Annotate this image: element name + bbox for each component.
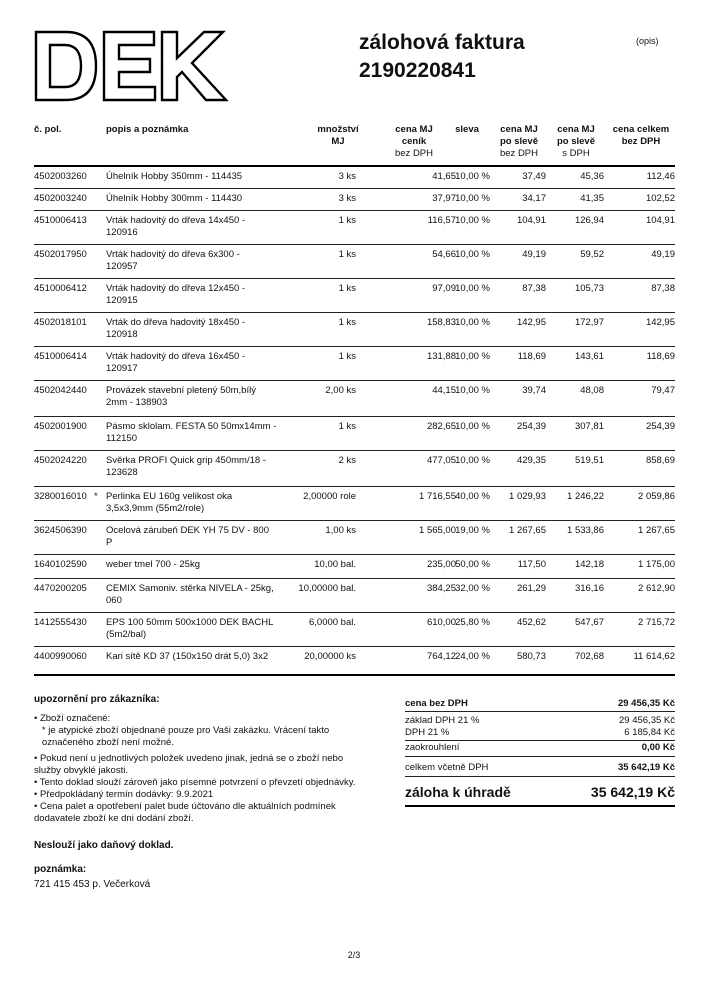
gross-total-value: 35 642,19 Kč [617,762,675,773]
item-code: 4470200205 [34,583,87,594]
item-code: 4400990060 [34,651,87,662]
column-header-discounted-net: cena MJ po slevě bez DPH [499,124,539,159]
vat-base-value: 29 456,35 Kč [619,715,675,726]
item-description: Svěrka PROFI Quick grip 450mm/18 - [106,455,266,466]
item-description: Vrták hadovitý do dřeva 16x450 - [106,351,246,362]
item-description: Vrták do dřeva hadovitý 18x450 - [106,317,246,328]
row-divider [34,554,675,555]
item-description: Perlinka EU 160g velikost oka [106,491,233,502]
item-code: 4502018101 [34,317,87,328]
item-total: 118,69 [646,351,675,362]
column-header-discounted-gross: cena MJ po slevě s DPH [556,124,596,159]
item-net-price: 37,49 [522,171,546,182]
item-total: 112,46 [646,171,675,182]
item-gross-price: 1 246,22 [567,491,604,502]
item-net-price: 34,17 [522,193,546,204]
row-divider [34,278,675,279]
item-list-price: 610,00 [426,617,456,628]
item-quantity: 1 ks [338,351,356,362]
item-list-price: 37,97 [432,193,456,204]
item-discount: 10,00 % [455,421,490,432]
vat-value: 6 185,84 Kč [624,727,675,738]
item-net-price: 142,95 [516,317,546,328]
item-list-price: 764,12 [426,651,456,662]
item-discount: 10,00 % [455,317,490,328]
item-quantity: 1 ks [338,317,356,328]
item-list-price: 158,83 [426,317,456,328]
notice-line: • Zboží označené: [34,713,111,724]
row-divider [34,188,675,189]
item-quantity: 6,0000 bal. [308,617,356,628]
column-header-description: popis a poznámka [106,124,189,135]
document-title: zálohová faktura [359,31,525,54]
row-divider [34,450,675,451]
item-total: 49,19 [651,249,675,260]
net-total-label: cena bez DPH [405,698,468,709]
item-list-price: 282,65 [426,421,456,432]
item-discount: 10,00 % [455,215,490,226]
column-header-total: cena celkem bez DPH [612,124,670,147]
item-total: 11 614,62 [633,651,675,662]
column-header-discount: sleva [455,124,479,135]
item-total: 1 175,00 [638,559,675,570]
row-divider [34,346,675,347]
item-total: 104,91 [645,215,675,226]
item-gross-price: 105,73 [574,283,604,294]
row-divider [34,646,675,647]
item-description: CEMIX Samoniv. stěrka NIVELA - 25kg, [106,583,274,594]
notice-line: • Pokud není u jednotlivých položek uvedeno jinak, jedná se o zboží nebo [34,753,344,764]
vat-base-label: základ DPH 21 % [405,715,480,726]
item-description: Vrták hadovitý do dřeva 12x450 - [106,283,246,294]
item-description: (5m2/bal) [106,629,147,640]
item-description: weber tmel 700 - 25kg [106,559,200,570]
item-description: 3,5x3,9mm (55m2/role) [106,503,205,514]
row-divider [34,612,675,613]
note-label: poznámka: [34,864,87,875]
notice-line: označeného zboží není možné. [34,737,174,748]
item-code: 4502024220 [34,455,87,466]
item-quantity: 1 ks [338,283,356,294]
item-quantity: 10,00 bal. [314,559,356,570]
item-code: 4510006413 [34,215,87,226]
item-description: Provázek stavební pletený 50m,bílý [106,385,256,396]
row-divider [34,486,675,487]
note-text: 721 415 453 p. Večerková [34,879,151,890]
row-divider [34,380,675,381]
item-list-price: 1 716,55 [419,491,456,502]
item-net-price: 580,73 [516,651,546,662]
item-list-price: 44,15 [432,385,456,396]
item-net-price: 104,91 [516,215,546,226]
item-list-price: 54,66 [432,249,456,260]
notice-line: služby obvyklé jakosti. [34,765,128,776]
item-description: 120917 [106,363,138,374]
item-total: 858,69 [645,455,675,466]
item-description: Vrták hadovitý do dřeva 6x300 - [106,249,240,260]
item-list-price: 384,25 [426,583,456,594]
item-description: Kari sítě KD 37 (150x150 drát 5,0) 3x2 [106,651,269,662]
item-quantity: 3 ks [338,193,356,204]
item-discount: 32,00 % [455,583,490,594]
item-gross-price: 307,81 [574,421,604,432]
item-code: 4502003240 [34,193,87,204]
notice-line: dodavatele zboží ke dni dodání zboží. [34,813,194,824]
item-gross-price: 45,36 [580,171,604,182]
item-description: 2mm - 138903 [106,397,168,408]
item-quantity: 1 ks [338,421,356,432]
item-quantity: 10,00000 bal. [298,583,356,594]
item-discount: 10,00 % [455,351,490,362]
item-net-price: 261,29 [516,583,546,594]
item-net-price: 39,74 [522,385,546,396]
item-discount: 10,00 % [455,455,490,466]
item-code: 4502042440 [34,385,87,396]
item-gross-price: 48,08 [580,385,604,396]
dek-logo [34,30,244,102]
summary-divider [405,776,675,777]
item-quantity: 20,00000 ks [304,651,356,662]
item-discount: 10,00 % [455,385,490,396]
copy-note: (opis) [636,36,659,46]
item-description: Pásmo sklolam. FESTA 50 50mx14mm - [106,421,277,432]
amount-due-label: záloha k úhradě [405,784,511,800]
item-quantity: 2,00000 role [303,491,356,502]
amount-due-value: 35 642,19 Kč [590,784,675,800]
column-header-item-no: č. pol. [34,124,62,135]
item-total: 1 267,65 [638,525,675,536]
item-quantity: 1 ks [338,215,356,226]
item-code: 4502001900 [34,421,87,432]
item-total: 2 612,90 [638,583,675,594]
item-total: 102,52 [645,193,675,204]
item-total: 254,39 [645,421,675,432]
row-divider [34,416,675,417]
column-header-list-price: cena MJ ceník bez DPH [394,124,433,159]
item-discount: 50,00 % [455,559,490,570]
item-list-price: 41,65 [432,171,456,182]
row-divider [34,244,675,245]
item-gross-price: 41,35 [580,193,604,204]
item-gross-price: 702,68 [574,651,604,662]
item-quantity: 1 ks [338,249,356,260]
item-net-price: 118,69 [517,351,546,362]
rounding-value: 0,00 Kč [641,742,675,753]
item-discount: 40,00 % [455,491,490,502]
item-net-price: 49,19 [522,249,546,260]
item-code: 4502003260 [34,171,87,182]
item-quantity: 2 ks [338,455,356,466]
gross-total-label: celkem včetně DPH [405,762,489,773]
item-code: 1640102590 [34,559,87,570]
customer-notice-title: upozornění pro zákazníka: [34,694,160,705]
item-net-price: 1 267,65 [509,525,546,536]
item-code: 4510006414 [34,351,87,362]
invoice-number: 2190220841 [359,59,476,82]
row-divider [34,578,675,579]
item-gross-price: 172,97 [574,317,604,328]
item-total: 2 715,72 [638,617,675,628]
item-gross-price: 59,52 [580,249,604,260]
row-divider [34,520,675,521]
item-discount: 10,00 % [455,171,490,182]
header-divider [34,165,675,167]
item-code: 4510006412 [34,283,87,294]
summary-divider [405,740,675,741]
item-description: 112150 [106,433,137,444]
item-description: Ocelová zárubeň DEK YH 75 DV - 800 [106,525,269,536]
not-tax-document-notice: Neslouží jako daňový doklad. [34,840,174,851]
item-gross-price: 547,67 [574,617,604,628]
item-discount: 10,00 % [455,193,490,204]
notice-line: • Tento doklad slouží zároveň jako písemné potvrzení o převzetí objednávky. [34,777,356,788]
net-total-value: 29 456,35 Kč [617,698,675,709]
item-total: 2 059,86 [638,491,675,502]
row-divider [34,312,675,313]
item-gross-price: 126,94 [574,215,604,226]
item-list-price: 97,09 [432,283,456,294]
item-discount: 24,00 % [455,651,490,662]
item-description: 120915 [106,295,138,306]
column-header-quantity: množství MJ [317,124,359,147]
item-description: 120916 [106,227,138,238]
item-net-price: 1 029,93 [509,491,546,502]
item-gross-price: 143,61 [574,351,604,362]
item-list-price: 235,00 [426,559,456,570]
item-description: 120918 [106,329,138,340]
item-description: Úhelník Hobby 300mm - 114430 [106,193,243,204]
summary-divider [405,756,675,757]
item-total: 142,95 [645,317,675,328]
item-net-price: 452,62 [516,617,546,628]
item-gross-price: 316,16 [574,583,604,594]
notice-line: • Předpokládaný termín dodávky: 9.9.2021 [34,789,214,800]
item-gross-price: 519,51 [574,455,604,466]
amount-due-underline [405,805,675,807]
item-discount: 19,00 % [455,525,490,536]
item-list-price: 116,57 [427,215,456,226]
item-code: 1412555430 [34,617,87,628]
item-list-price: 477,05 [426,455,456,466]
rounding-label: zaokrouhlení [405,742,460,753]
item-code: 4502017950 [34,249,87,260]
item-net-price: 254,39 [516,421,546,432]
item-description: 060 [106,595,122,606]
row-divider [34,210,675,211]
item-discount: 25,80 % [455,617,490,628]
item-total: 87,38 [651,283,675,294]
item-description: 123628 [106,467,138,478]
item-description: EPS 100 50mm 500x1000 DEK BACHL [106,617,274,628]
item-description: Úhelník Hobby 350mm - 114435 [106,171,243,182]
item-total: 79,47 [651,385,675,396]
table-bottom-divider [34,674,675,676]
item-description: 120957 [106,261,138,272]
item-net-price: 429,35 [516,455,546,466]
item-atypical-mark: * [94,491,98,502]
item-gross-price: 142,18 [574,559,604,570]
item-discount: 10,00 % [455,283,490,294]
item-net-price: 117,50 [517,559,546,570]
item-gross-price: 1 533,86 [567,525,604,536]
notice-line: • Cena palet a opotřebení palet bude účtováno dle aktuálních podmínek [34,801,336,812]
item-description: Vrták hadovitý do dřeva 14x450 - [106,215,246,226]
vat-label: DPH 21 % [405,727,450,738]
item-net-price: 87,38 [522,283,546,294]
item-list-price: 131,88 [426,351,456,362]
page-number: 2/3 [347,950,361,960]
item-description: P [106,537,113,548]
item-code: 3624506390 [34,525,87,536]
item-discount: 10,00 % [455,249,490,260]
item-quantity: 3 ks [338,171,356,182]
item-quantity: 1,00 ks [325,525,356,536]
item-list-price: 1 565,00 [419,525,456,536]
item-quantity: 2,00 ks [325,385,356,396]
item-code: 3280016010 [34,491,87,502]
notice-line: * je atypické zboží objednané pouze pro Vaši zakázku. Vrácení takto [34,725,330,736]
summary-divider [405,711,675,712]
